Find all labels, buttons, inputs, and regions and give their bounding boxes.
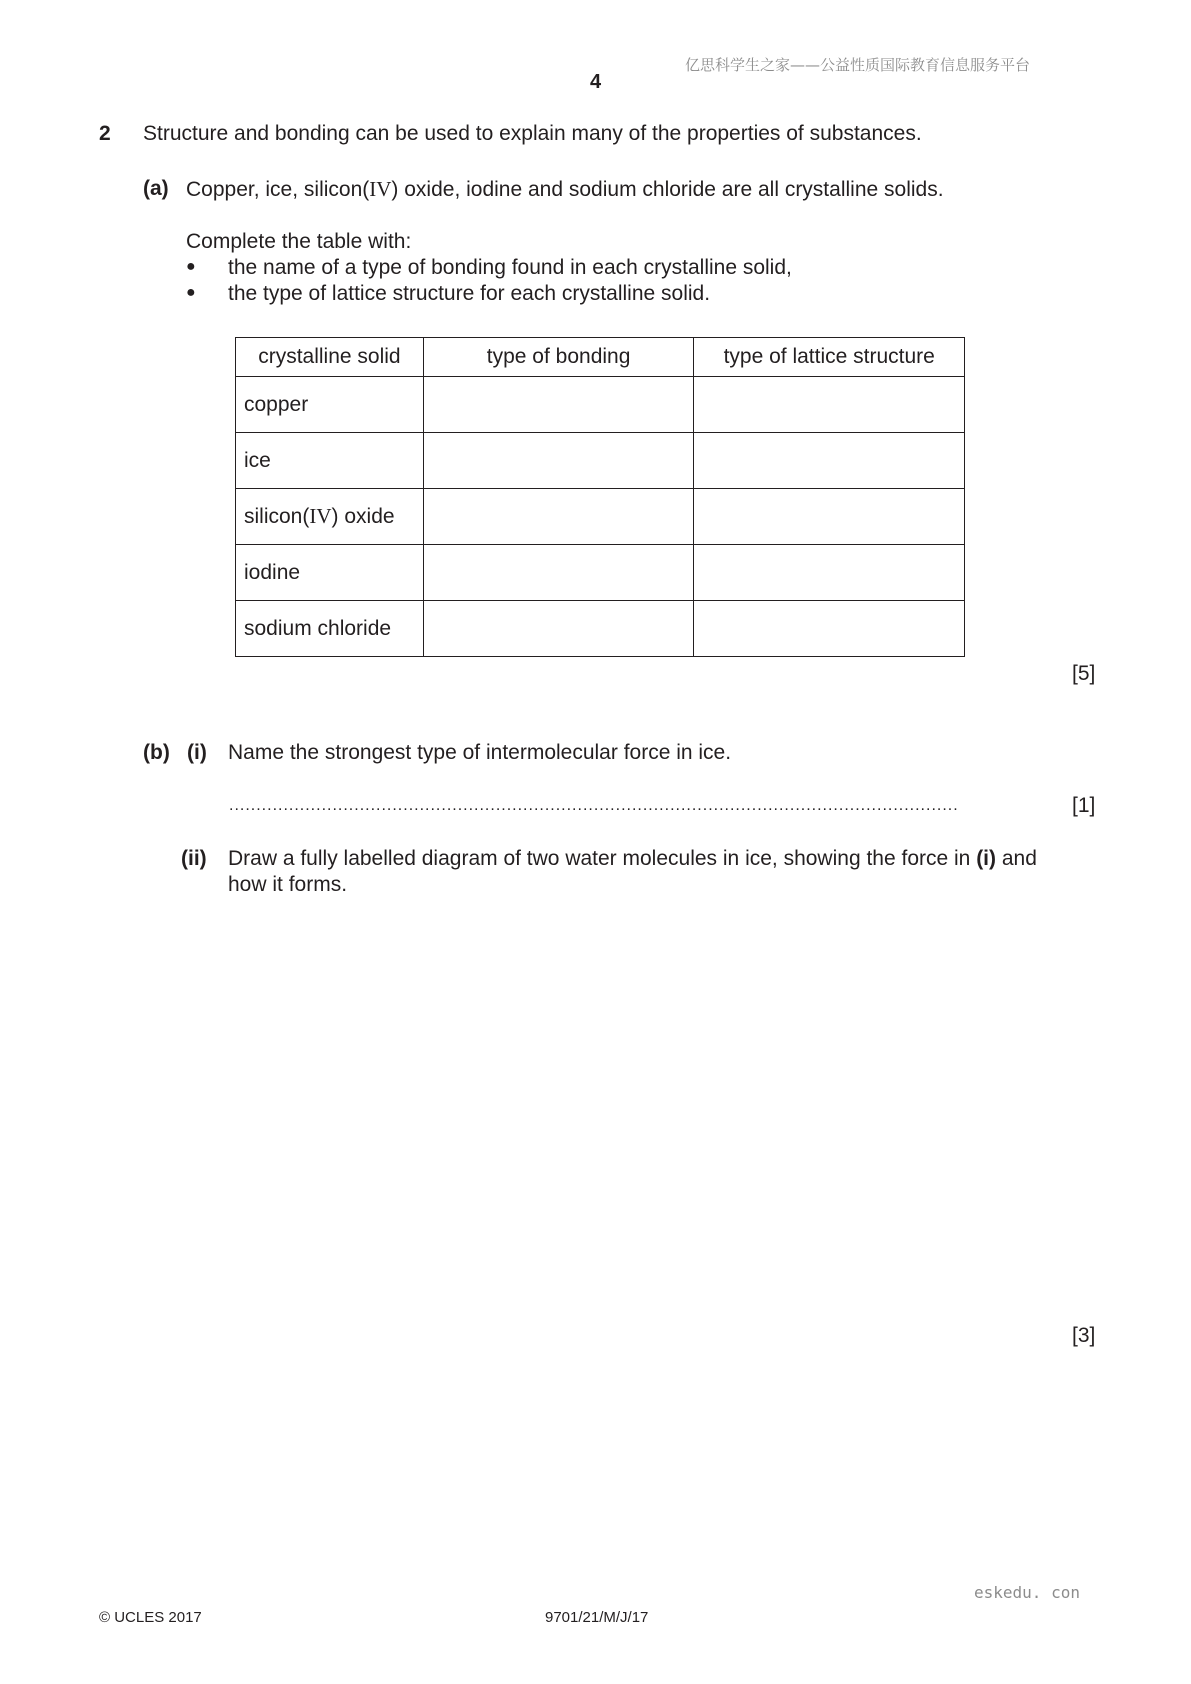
- table-row: [236, 489, 965, 545]
- answer-table: [235, 337, 965, 657]
- bullet-item: the type of lattice structure for each crystalline solid.: [228, 282, 711, 305]
- solid-name-cell: sodium chloride: [236, 601, 424, 657]
- part-b-ii-text-line1: [228, 847, 1037, 871]
- column-header-crystalline-solid: crystalline solid: [236, 338, 424, 377]
- part-a-label: (a): [143, 177, 169, 200]
- solid-name-cell: copper: [236, 377, 424, 433]
- column-header-lattice-structure: type of lattice structure: [694, 338, 965, 377]
- lattice-answer-cell[interactable]: [694, 545, 965, 601]
- solid-name-cell: [236, 489, 424, 545]
- page-number: 4: [590, 71, 602, 93]
- solid-name-start: silicon(: [244, 505, 310, 528]
- part-a-intro: [186, 177, 944, 202]
- footer-paper-code: 9701/21/M/J/17: [545, 1609, 649, 1626]
- question-number: 2: [99, 122, 111, 145]
- lattice-answer-cell[interactable]: [694, 601, 965, 657]
- footer-copyright: © UCLES 2017: [99, 1609, 202, 1626]
- part-b-ii-marks: [3]: [1072, 1324, 1096, 1347]
- bullet-item: the name of a type of bonding found in each crystalline solid,: [228, 256, 792, 279]
- diagram-drawing-area[interactable]: [228, 910, 1058, 1310]
- part-b-ii-text-end: and: [996, 847, 1037, 870]
- bonding-answer-cell[interactable]: [423, 545, 694, 601]
- question-stem: Structure and bonding can be used to explain many of the properties of substances.: [143, 122, 922, 145]
- bonding-answer-cell[interactable]: [423, 377, 694, 433]
- roman-numeral: IV: [309, 504, 332, 528]
- bonding-answer-cell[interactable]: [423, 489, 694, 545]
- bullet-icon: ●: [186, 258, 196, 275]
- solid-name-end: ) oxide: [331, 505, 395, 528]
- part-b-i-marks: [1]: [1072, 794, 1096, 817]
- table-row: [236, 601, 965, 657]
- lattice-answer-cell[interactable]: [694, 489, 965, 545]
- solid-name-cell: ice: [236, 433, 424, 489]
- part-b-i-text: Name the strongest type of intermolecular force in ice.: [228, 741, 732, 764]
- part-reference: (i): [976, 847, 997, 870]
- part-b-label: (b): [143, 741, 170, 764]
- part-a-intro-end: ) oxide, iodine and sodium chloride are all crystalline solids.: [391, 178, 944, 201]
- column-header-type-of-bonding: type of bonding: [423, 338, 694, 377]
- roman-numeral: IV: [369, 177, 392, 201]
- table-row: [236, 377, 965, 433]
- part-a-intro-start: Copper, ice, silicon(: [186, 178, 370, 201]
- lattice-answer-cell[interactable]: [694, 433, 965, 489]
- part-b-ii-label: (ii): [181, 847, 207, 870]
- part-b-ii-text-line2: how it forms.: [228, 873, 348, 896]
- lattice-answer-cell[interactable]: [694, 377, 965, 433]
- bonding-answer-cell[interactable]: [423, 433, 694, 489]
- header-watermark: 亿思科学生之家——公益性质国际教育信息服务平台: [685, 56, 1031, 74]
- bonding-answer-cell[interactable]: [423, 601, 694, 657]
- table-row: [236, 545, 965, 601]
- table-header-row: [236, 338, 965, 377]
- part-a-marks: [5]: [1072, 662, 1096, 685]
- answer-line[interactable]: ......................................................................................................................................: [229, 797, 959, 814]
- bullet-icon: ●: [186, 284, 196, 301]
- part-a-instruction: Complete the table with:: [186, 230, 412, 253]
- footer-watermark: eskedu. con: [974, 1583, 1080, 1602]
- table-row: [236, 433, 965, 489]
- part-b-i-label: (i): [187, 741, 207, 764]
- solid-name-cell: iodine: [236, 545, 424, 601]
- part-b-ii-text-start: Draw a fully labelled diagram of two water molecules in ice, showing the force in: [228, 847, 977, 870]
